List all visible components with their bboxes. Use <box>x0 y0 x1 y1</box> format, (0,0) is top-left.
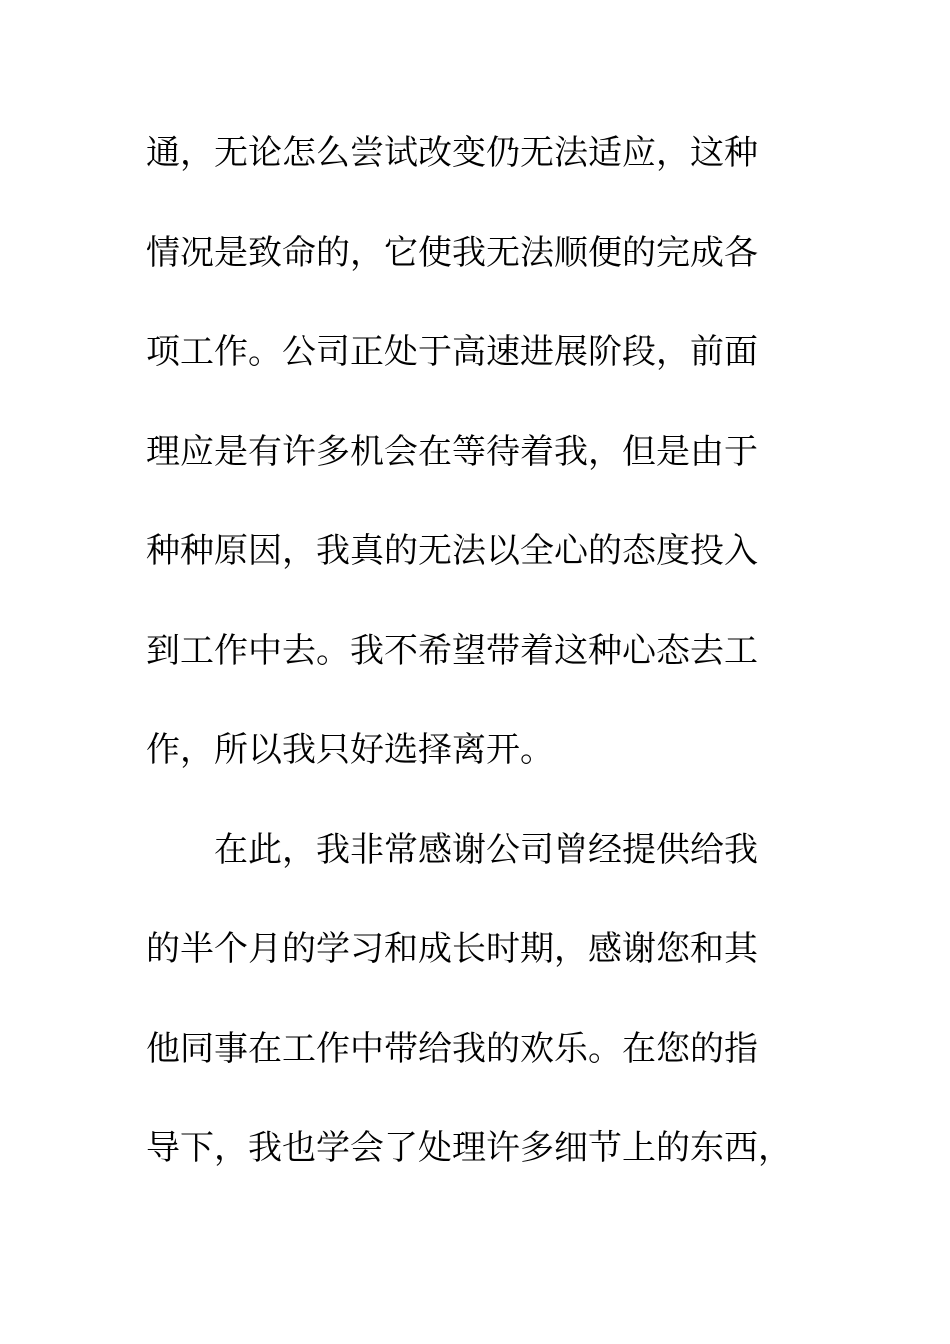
text-line: 理应是有许多机会在等待着我，但是由于 <box>146 431 758 472</box>
text-line: 种种原因，我真的无法以全心的态度投入 <box>146 531 758 571</box>
paragraph-start-line: 在此，我非常感谢公司曾经提供给我 <box>214 829 758 870</box>
text-line: 导下，我也学会了处理许多细节上的东西， <box>146 1128 792 1168</box>
body-text <box>146 128 792 1223</box>
text-line: 通，无论怎么尝试改变仍无法适应，这种 <box>146 133 758 173</box>
text-line: 到工作中去。我不希望带着这种心态去工 <box>146 630 758 671</box>
text-line: 情况是致命的，它使我无法顺便的完成各 <box>146 232 758 273</box>
text-line: 的半个月的学习和成长时期，感谢您和其 <box>146 929 758 969</box>
text-line: 项工作。公司正处于高速进展阶段，前面 <box>146 332 758 372</box>
text-line: 他同事在工作中带给我的欢乐。在您的指 <box>146 1028 758 1069</box>
text-line: 作，所以我只好选择离开。 <box>146 730 554 770</box>
